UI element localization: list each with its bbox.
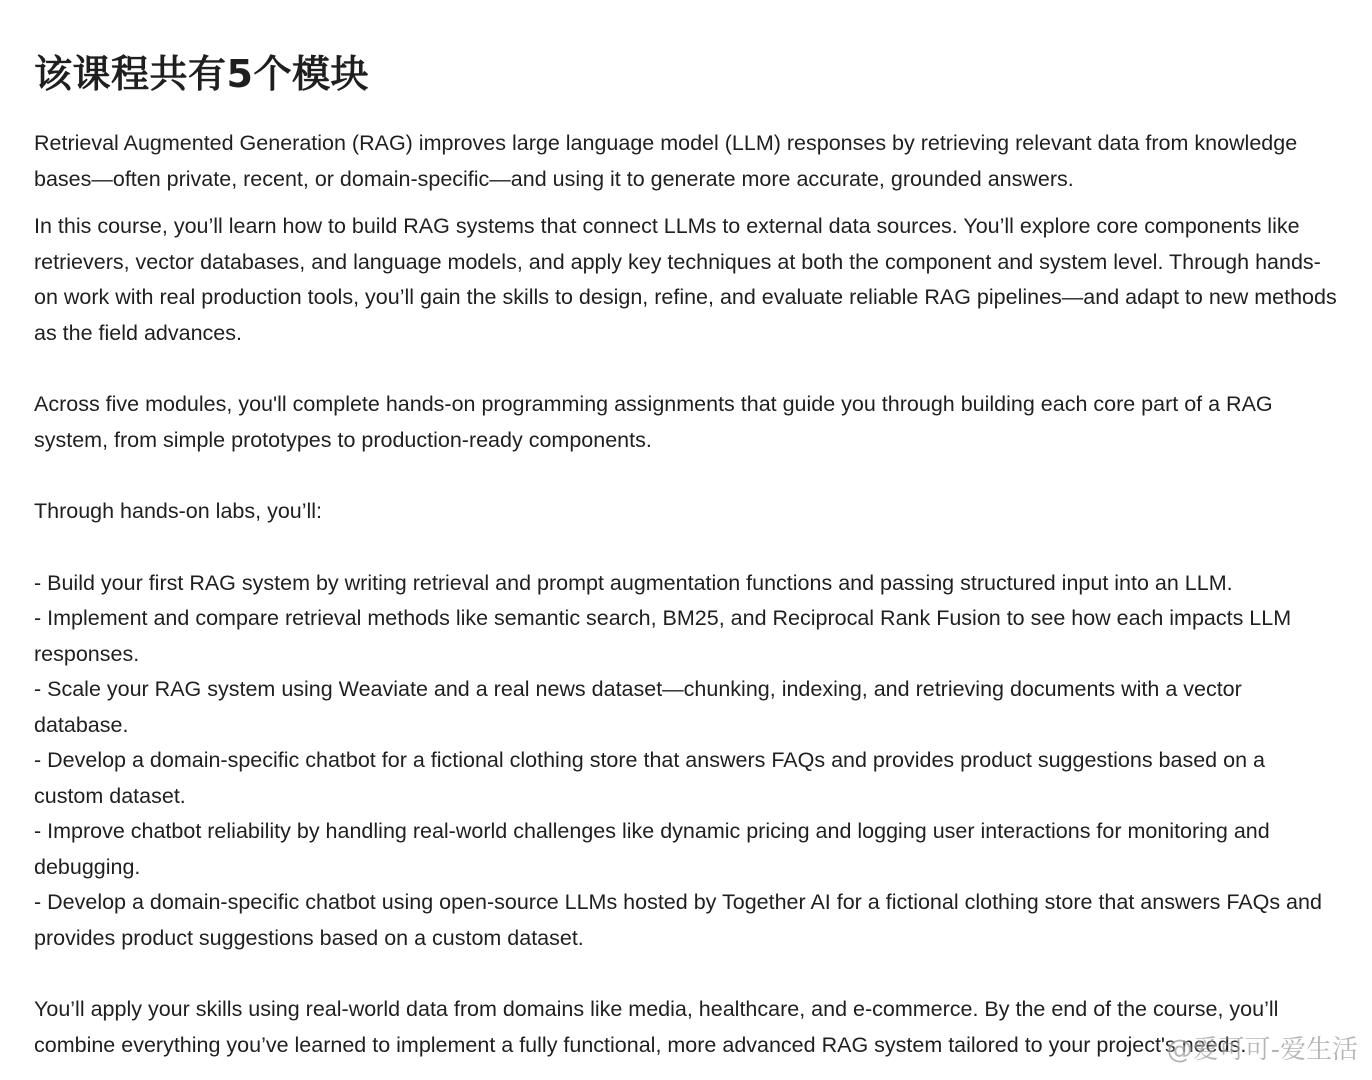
list-item: - Scale your RAG system using Weaviate and a real news dataset—chunking, indexing, and retrieving documents with a vector database. xyxy=(34,677,1242,737)
watermark: @爱可可-爱生活 xyxy=(1166,1035,1358,1065)
list-item: - Implement and compare retrieval methods like semantic search, BM25, and Reciprocal Rank Fusion to see how each impacts LLM responses. xyxy=(34,606,1292,666)
course-paragraph: In this course, you’ll learn how to build RAG systems that connect LLMs to external data sources. You’ll explore core components like retrievers, vector databases, and language models, and apply key techniques at both the component and system level. Through hands-on work with real production tools, you’ll gain the skills to design, refine, and evaluate reliable RAG pipelines—and adapt to new methods as the field advances. xyxy=(34,214,1337,345)
list-item: - Improve chatbot reliability by handling real-world challenges like dynamic pricing and logging user interactions for monitoring and debugging. xyxy=(34,819,1270,879)
labs-list xyxy=(34,566,1338,957)
spacer xyxy=(34,458,1338,494)
list-item: - Build your first RAG system by writing retrieval and prompt augmentation functions and passing structured input into an LLM. xyxy=(34,570,1233,595)
spacer xyxy=(34,956,1338,992)
closing-paragraph: You’ll apply your skills using real-world data from domains like media, healthcare, and e-commerce. By the end of the course, you’ll combine everything you’ve learned to implement a fully functional, more advanced RAG system tailored to your project's needs. xyxy=(34,997,1279,1057)
list-item: - Develop a domain-specific chatbot using open-source LLMs hosted by Together AI for a fictional clothing store that answers FAQs and provides product suggestions based on a custom dataset. xyxy=(34,890,1322,950)
spacer xyxy=(34,351,1338,387)
page-title: 该课程共有5个模块 xyxy=(34,52,369,96)
intro-paragraph: Retrieval Augmented Generation (RAG) improves large language model (LLM) responses by retrieving relevant data from knowledge bases—often private, recent, or domain-specific—and using it to generate more accurate, grounded answers. xyxy=(34,131,1298,191)
modules-paragraph: Across five modules, you'll complete hands-on programming assignments that guide you through building each core part of a RAG system, from simple prototypes to production-ready components. xyxy=(34,392,1273,452)
spacer xyxy=(34,530,1338,566)
labs-intro: Through hands-on labs, you’ll: xyxy=(34,499,323,523)
course-description xyxy=(34,46,1338,1063)
list-item: - Develop a domain-specific chatbot for a fictional clothing store that answers FAQs and provides product suggestions based on a custom dataset. xyxy=(34,748,1265,808)
